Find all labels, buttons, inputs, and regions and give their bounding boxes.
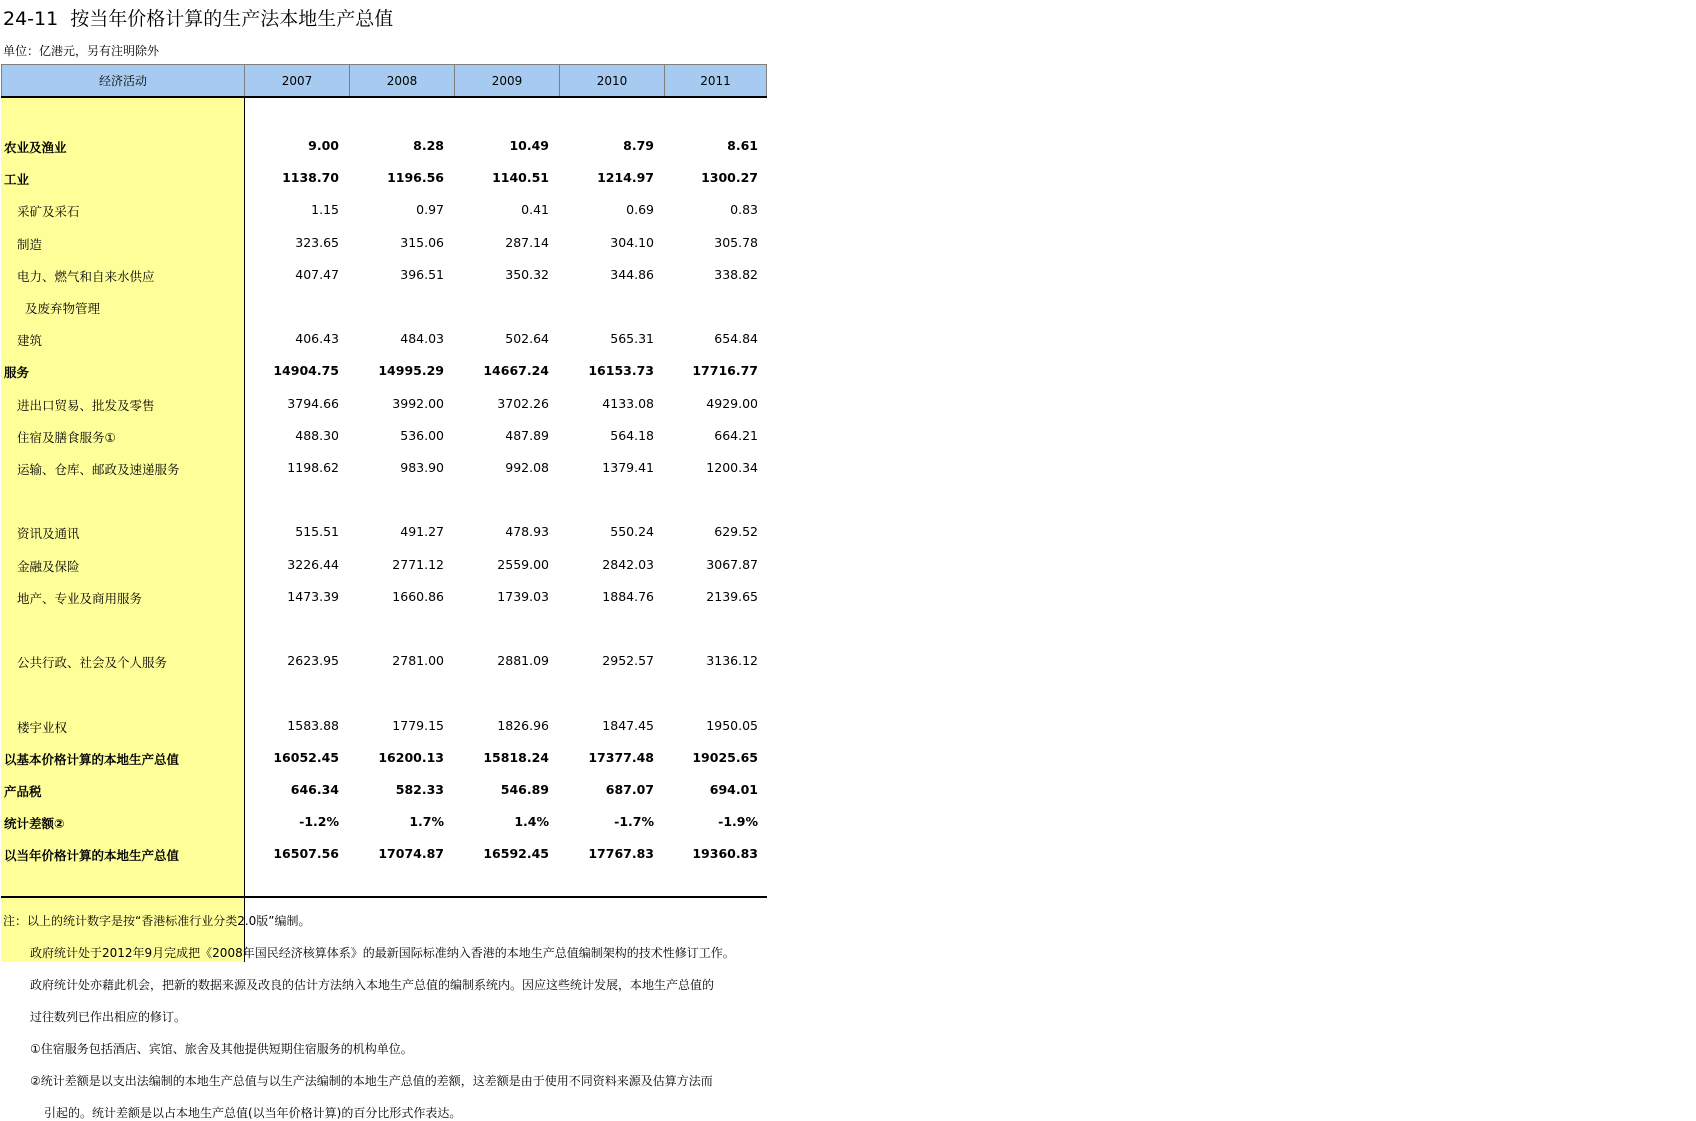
- value-cell-2010[interactable]: 2842.03: [602, 556, 654, 572]
- value-cell-2009[interactable]: 3702.26: [497, 395, 549, 411]
- value-cell-2008[interactable]: 582.33: [395, 782, 444, 797]
- value-cell-2007[interactable]: -1.2%: [299, 814, 339, 830]
- value-cell-2008[interactable]: 1196.56: [387, 170, 444, 186]
- value-cell-2007[interactable]: 488.30: [295, 427, 339, 443]
- value-cell-2007[interactable]: 1473.39: [287, 588, 339, 604]
- table-row: [1, 806, 767, 838]
- value-cell-2008[interactable]: 2781.00: [392, 653, 444, 669]
- value-cell-2009[interactable]: 287.14: [505, 234, 549, 250]
- table-row: [1, 549, 767, 581]
- row-label[interactable]: 产品税: [4, 784, 42, 799]
- value-cell-2009[interactable]: 2559.00: [497, 556, 549, 572]
- row-label[interactable]: 农业及渔业: [4, 140, 67, 155]
- value-cell-2009[interactable]: 10.49: [509, 138, 549, 153]
- value-cell-2010[interactable]: 304.10: [610, 234, 654, 250]
- header-year-2007[interactable]: 2007: [245, 64, 350, 96]
- value-cell-2008[interactable]: 1660.86: [392, 588, 444, 604]
- row-label[interactable]: 制造: [17, 236, 43, 252]
- value-cell-2011[interactable]: 17716.77: [692, 363, 758, 379]
- value-cell-2009[interactable]: 16592.45: [483, 846, 549, 862]
- unit-note: 单位：亿港元，另有注明除外: [3, 44, 160, 58]
- header-year-2008[interactable]: 2008: [350, 64, 455, 96]
- header-divider: [1, 96, 767, 98]
- row-label[interactable]: 统计差额②: [4, 816, 65, 832]
- value-cell-2011[interactable]: 654.84: [714, 331, 758, 347]
- value-cell-2008[interactable]: 8.28: [413, 138, 444, 153]
- table-row: [1, 838, 767, 870]
- value-cell-2008[interactable]: 3992.00: [392, 395, 444, 411]
- value-cell-2007[interactable]: 515.51: [295, 524, 339, 540]
- value-cell-2009[interactable]: 487.89: [505, 427, 549, 443]
- value-cell-2011[interactable]: 305.78: [714, 234, 758, 250]
- table-row: [1, 742, 767, 774]
- row-label[interactable]: 运输、仓库、邮政及速递服务: [17, 462, 180, 477]
- value-cell-2011[interactable]: 8.61: [727, 138, 758, 153]
- value-cell-2010[interactable]: 1884.76: [602, 588, 654, 604]
- table-row: [1, 323, 767, 355]
- value-cell-2007[interactable]: 323.65: [295, 234, 339, 250]
- value-cell-2007[interactable]: 9.00: [308, 138, 339, 153]
- value-cell-2007[interactable]: 407.47: [295, 266, 339, 282]
- value-cell-2011[interactable]: 694.01: [709, 782, 758, 797]
- table-row: [1, 774, 767, 806]
- value-cell-2008[interactable]: 0.97: [416, 202, 444, 218]
- value-cell-2008[interactable]: 491.27: [400, 524, 444, 540]
- value-cell-2008[interactable]: 484.03: [400, 331, 444, 347]
- value-cell-2007[interactable]: 16507.56: [273, 846, 339, 862]
- value-cell-2009[interactable]: 0.41: [521, 202, 549, 218]
- row-label[interactable]: 采矿及采石: [17, 204, 80, 220]
- value-cell-2010[interactable]: -1.7%: [614, 814, 654, 830]
- value-cell-2010[interactable]: 687.07: [605, 782, 654, 797]
- table-row: [1, 516, 767, 548]
- value-cell-2010[interactable]: 564.18: [610, 427, 654, 443]
- row-label[interactable]: 公共行政、社会及个人服务: [17, 655, 168, 671]
- table-row: [1, 227, 767, 259]
- row-label[interactable]: 住宿及膳食服务①: [17, 429, 116, 445]
- row-label[interactable]: 楼宇业权: [17, 719, 68, 735]
- footnote-line: 政府统计处于2012年9月完成把《2008年国民经济核算体系》的最新国际标准纳入香港的本地生产总值编制架构的技术性修订工作。: [30, 946, 735, 960]
- value-cell-2011[interactable]: 4929.00: [706, 395, 758, 411]
- row-label[interactable]: 资讯及通讯: [17, 526, 80, 542]
- value-cell-2010[interactable]: 16153.73: [588, 363, 654, 379]
- table-row: [1, 452, 767, 484]
- value-cell-2010[interactable]: 17767.83: [588, 846, 654, 862]
- value-cell-2011[interactable]: -1.9%: [718, 814, 758, 830]
- row-label[interactable]: 进出口贸易、批发及零售: [17, 397, 155, 413]
- table-row: [1, 162, 767, 194]
- value-cell-2011[interactable]: 629.52: [714, 524, 758, 540]
- value-cell-2008[interactable]: 1779.15: [392, 717, 444, 733]
- table-row: [1, 484, 767, 516]
- value-cell-2007[interactable]: 14904.75: [273, 363, 339, 379]
- header-year-2010[interactable]: 2010: [560, 64, 665, 96]
- row-label[interactable]: 以当年价格计算的本地生产总值: [4, 848, 180, 864]
- value-cell-2008[interactable]: 983.90: [400, 460, 444, 475]
- footnote-line: ②统计差额是以支出法编制的本地生产总值与以生产法编制的本地生产总值的差额，这差额是由于使用不同资料来源及估算方法而: [30, 1074, 713, 1088]
- value-cell-2007[interactable]: 1583.88: [287, 717, 339, 733]
- header-year-2011[interactable]: 2011: [665, 64, 767, 96]
- table-bottom-border: [1, 896, 767, 898]
- value-cell-2011[interactable]: 3067.87: [706, 556, 758, 572]
- footnote-line: 引起的。统计差额是以占本地生产总值(以当年价格计算)的百分比形式作表达。: [44, 1106, 462, 1120]
- value-cell-2008[interactable]: 536.00: [400, 427, 444, 443]
- table-row: [1, 130, 767, 162]
- value-cell-2009[interactable]: 2881.09: [497, 653, 549, 669]
- value-cell-2008[interactable]: 14995.29: [378, 363, 444, 379]
- value-cell-2011[interactable]: 1300.27: [701, 170, 758, 186]
- value-cell-2009[interactable]: 502.64: [505, 331, 549, 347]
- value-cell-2009[interactable]: 350.32: [505, 266, 549, 282]
- row-label[interactable]: 金融及保险: [17, 558, 80, 574]
- value-cell-2007[interactable]: 3226.44: [287, 556, 339, 572]
- value-cell-2009[interactable]: 992.08: [505, 460, 549, 475]
- value-cell-2009[interactable]: 1140.51: [492, 170, 549, 186]
- value-cell-2011[interactable]: 1950.05: [706, 717, 758, 733]
- value-cell-2007[interactable]: 646.34: [290, 782, 339, 797]
- value-cell-2007[interactable]: 406.43: [295, 331, 339, 347]
- table-row: [1, 677, 767, 709]
- footnote-line: ①住宿服务包括酒店、宾馆、旅舍及其他提供短期住宿服务的机构单位。: [30, 1042, 413, 1056]
- value-cell-2007[interactable]: 2623.95: [287, 653, 339, 669]
- value-cell-2010[interactable]: 565.31: [610, 331, 654, 347]
- row-label[interactable]: 电力、燃气和自来水供应: [17, 268, 155, 284]
- table-row: [1, 613, 767, 645]
- value-cell-2009[interactable]: 478.93: [505, 524, 549, 540]
- value-cell-2009[interactable]: 1739.03: [497, 588, 549, 604]
- value-cell-2009[interactable]: 1.4%: [514, 814, 549, 830]
- table-row: [1, 291, 767, 323]
- value-cell-2011[interactable]: 19360.83: [692, 846, 758, 862]
- header-economic-activity[interactable]: 经济活动: [1, 64, 245, 96]
- table-row: [1, 355, 767, 387]
- footnote-line: 过往数列已作出相应的修订。: [30, 1010, 187, 1024]
- row-label[interactable]: 工业: [4, 172, 30, 188]
- value-cell-2010[interactable]: 1214.97: [597, 170, 654, 186]
- header-year-2009[interactable]: 2009: [455, 64, 560, 96]
- value-cell-2008[interactable]: 1.7%: [409, 814, 444, 830]
- value-cell-2008[interactable]: 315.06: [400, 234, 444, 250]
- row-label[interactable]: 及废弃物管理: [25, 301, 101, 316]
- value-cell-2008[interactable]: 16200.13: [378, 749, 444, 765]
- data-table: [1, 64, 769, 899]
- value-cell-2011[interactable]: 0.83: [730, 202, 758, 218]
- value-cell-2007[interactable]: 16052.45: [273, 749, 339, 765]
- page-title: 24-11 按当年价格计算的生产法本地生产总值: [3, 8, 394, 30]
- table-row: [1, 710, 767, 742]
- value-cell-2010[interactable]: 17377.48: [588, 749, 654, 765]
- table-row: [1, 581, 767, 613]
- row-label[interactable]: 建筑: [17, 333, 43, 349]
- footnote-line: 注：以上的统计数字是按“香港标准行业分类2.0版”编制。: [3, 914, 311, 928]
- value-cell-2010[interactable]: 0.69: [626, 202, 654, 218]
- value-cell-2010[interactable]: 2952.57: [602, 653, 654, 669]
- value-cell-2011[interactable]: 1200.34: [706, 460, 758, 475]
- value-cell-2009[interactable]: 14667.24: [483, 363, 549, 379]
- table-row: [1, 194, 767, 226]
- value-cell-2010[interactable]: 8.79: [623, 138, 654, 153]
- table-row: [1, 420, 767, 452]
- value-cell-2007[interactable]: 1198.62: [287, 460, 339, 475]
- footnote-line: 政府统计处亦藉此机会，把新的数据来源及改良的估计方法纳入本地生产总值的编制系统内。因应这些统计发展，本地生产总值的: [30, 978, 715, 992]
- value-cell-2010[interactable]: 344.86: [610, 266, 654, 282]
- table-row: [1, 259, 767, 291]
- value-cell-2010[interactable]: 1379.41: [602, 460, 654, 475]
- value-cell-2011[interactable]: 19025.65: [692, 749, 758, 765]
- value-cell-2009[interactable]: 546.89: [500, 782, 549, 797]
- row-label[interactable]: 地产、专业及商用服务: [17, 590, 143, 606]
- value-cell-2011[interactable]: 338.82: [714, 266, 758, 282]
- value-cell-2011[interactable]: 2139.65: [706, 588, 758, 604]
- row-label[interactable]: 服务: [4, 365, 30, 381]
- value-cell-2009[interactable]: 1826.96: [497, 717, 549, 733]
- value-cell-2007[interactable]: 1138.70: [282, 170, 339, 186]
- value-cell-2007[interactable]: 3794.66: [287, 395, 339, 411]
- value-cell-2008[interactable]: 2771.12: [392, 556, 444, 572]
- value-cell-2007[interactable]: 1.15: [311, 202, 339, 218]
- value-cell-2010[interactable]: 550.24: [610, 524, 654, 540]
- value-cell-2009[interactable]: 15818.24: [483, 749, 549, 765]
- value-cell-2011[interactable]: 664.21: [714, 427, 758, 443]
- value-cell-2010[interactable]: 1847.45: [602, 717, 654, 733]
- table-row: [1, 645, 767, 677]
- value-cell-2008[interactable]: 396.51: [400, 266, 444, 282]
- value-cell-2010[interactable]: 4133.08: [602, 395, 654, 411]
- row-label[interactable]: 以基本价格计算的本地生产总值: [4, 751, 180, 767]
- value-cell-2011[interactable]: 3136.12: [706, 653, 758, 669]
- value-cell-2008[interactable]: 17074.87: [378, 846, 444, 862]
- table-row: [1, 388, 767, 420]
